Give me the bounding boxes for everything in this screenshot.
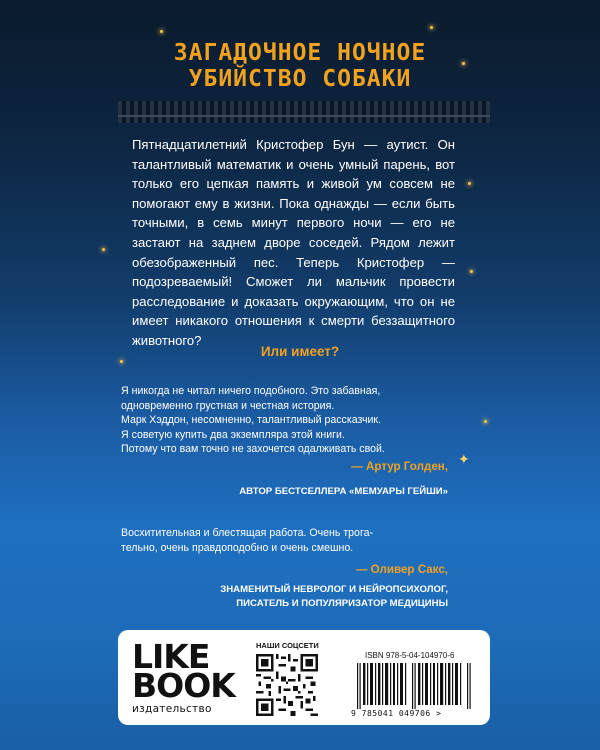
star-icon [470,270,473,273]
teaser-question: Или имеет? [260,344,340,359]
star-icon [430,26,433,29]
review-line: Марк Хэддон, несомненно, талантливый рассказчик. [121,414,381,426]
social-label: НАШИ СОЦСЕТИ [256,641,319,650]
review-credit [239,485,448,499]
star-icon [484,420,487,423]
barcode-digits: 9 785041 049706 > [351,709,442,718]
publisher-logo [132,637,235,715]
review-line: одновременно грустная и честная история. [121,399,335,412]
isbn-number: ISBN 978-5-04-104970-6 [365,651,455,660]
review-line: Восхитительная и блестящая работа. Очень трога- [121,527,374,539]
review-line: Я никогда не читал ничего подобного. Это забавная, [121,385,381,397]
star-icon [120,360,123,363]
review-line: тельно, очень правдоподобно и очень смешно. [121,541,354,554]
title-line-1: ЗАГАДОЧНОЕ НОЧНОЕ [173,40,427,66]
credit-line: АВТОР БЕСТСЕЛЛЕРА «МЕМУАРЫ ГЕЙШИ» [239,486,448,497]
star-icon [468,182,471,185]
logo-line-2: BOOK [132,666,235,705]
logo-line-1: LIKE [132,637,210,676]
credit-line: ЗНАМЕНИТЫЙ НЕВРОЛОГ И НЕЙРОПСИХОЛОГ, [220,584,448,595]
book-description: Пятнадцатилетний Кристофер Бун — аутист. Он талантливый математик и очень умный парень, вот только его цепкая память и живой ум совсем не помогают ему в жизни. Пока однажды — если быть точными, в семь минут первого ночи — его не застают на заднем дворе соседей. Рядом лежит обезображенный пес. Теперь Кристофер — подозреваемый! Сможет ли мальчик провести расследование и доказать окружающим, что он не имеет никакого отношения к смерти беззащитного животного? [132,137,455,348]
star-icon [102,248,105,251]
fence-illustration [118,101,490,123]
review-line: Потому что вам точно не захочется одалживать свой. [121,443,385,455]
publisher-name: издательство [132,703,212,715]
review-quote [121,384,481,457]
barcode-icon [351,663,479,709]
review-author: — Оливер Сакс, [355,563,448,576]
title-line-2: УБИЙСТВО СОБАКИ [188,66,412,92]
credit-line: ПИСАТЕЛЬ И ПОПУЛЯРИЗАТОР МЕДИЦИНЫ [236,598,448,609]
publisher-panel [118,630,490,725]
star-icon [160,30,163,33]
sparkle-icon: ✦ [458,451,470,467]
review-line: Я советую купить два экземпляра этой книги. [121,428,345,441]
qr-code-icon[interactable] [256,654,318,716]
review-quote [121,526,481,555]
review-author: — Артур Голден, [351,460,448,473]
review-credit [220,583,448,611]
